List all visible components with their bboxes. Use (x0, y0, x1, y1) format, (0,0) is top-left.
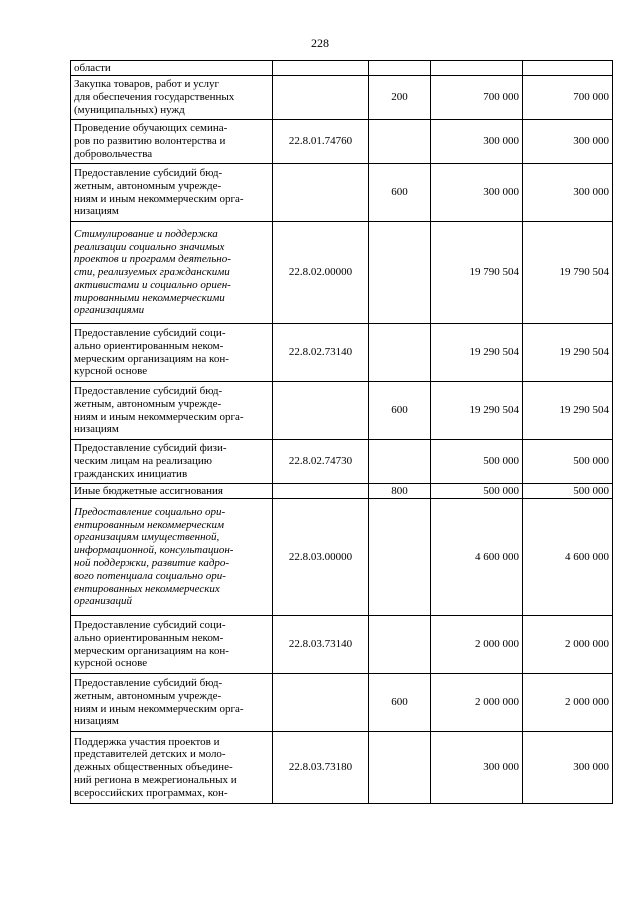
row-code: 22.8.03.73140 (273, 616, 369, 674)
row-name-line: низациям (74, 423, 119, 436)
row-amount-2: 500 000 (523, 484, 613, 499)
row-expense-type (369, 732, 431, 804)
row-name-line: гражданских инициатив (74, 467, 188, 480)
row-amount-1: 4 600 000 (431, 499, 523, 616)
row-amount-2: 300 000 (523, 164, 613, 222)
row-name (71, 164, 273, 222)
row-amount-1 (431, 61, 523, 76)
row-name-line: Предоставление субсидий бюд- (74, 384, 223, 397)
row-amount-2: 19 290 504 (523, 324, 613, 382)
row-amount-1: 19 290 504 (431, 382, 523, 440)
row-expense-type: 800 (369, 484, 431, 499)
row-expense-type (369, 499, 431, 616)
page-number: 228 (311, 36, 329, 50)
row-name (71, 499, 273, 616)
row-name (71, 616, 273, 674)
row-name-line: Предоставление субсидий соци- (74, 618, 226, 631)
row-name-line: Поддержка участия проектов и (74, 735, 220, 748)
row-amount-2: 4 600 000 (523, 499, 613, 616)
row-name (71, 61, 273, 76)
row-name-line: Проведение обучающих семина- (74, 122, 228, 135)
row-code: 22.8.02.00000 (273, 222, 369, 324)
row-amount-2 (523, 61, 613, 76)
row-expense-type (369, 616, 431, 674)
row-code (273, 382, 369, 440)
row-amount-2: 300 000 (523, 732, 613, 804)
row-name-line: мерческим организациям на кон- (74, 644, 229, 657)
row-expense-type (369, 120, 431, 164)
row-code (273, 484, 369, 499)
table-row (71, 484, 613, 499)
row-name-line: жетным, автономным учрежде- (74, 179, 222, 192)
row-amount-1: 300 000 (431, 164, 523, 222)
row-name-line: проектов и программ деятельно- (74, 253, 231, 266)
row-name-line: информационной, консультацион- (74, 544, 234, 557)
row-expense-type: 600 (369, 674, 431, 732)
row-expense-type: 200 (369, 76, 431, 120)
row-name (71, 674, 273, 732)
row-expense-type (369, 61, 431, 76)
row-name-line: ной поддержки, развитие кадро- (74, 557, 230, 569)
table-row (71, 674, 613, 732)
row-name (71, 382, 273, 440)
row-name-line: добровольчества (74, 147, 153, 160)
row-name-line: курсной основе (74, 657, 148, 670)
row-name (71, 222, 273, 324)
row-name-line: Предоставление субсидий бюд- (74, 676, 223, 689)
row-name-line: Закупка товаров, работ и услуг (74, 78, 219, 91)
row-expense-type: 600 (369, 164, 431, 222)
row-name-line: представителей детских и моло- (74, 748, 226, 761)
row-name-line: Предоставление социально ори- (74, 505, 226, 518)
row-name (71, 732, 273, 804)
row-name-line: ниям и иным некоммерческим орга- (74, 192, 244, 205)
row-name-line: Стимулирование и поддержка (74, 227, 218, 240)
row-amount-2: 19 290 504 (523, 382, 613, 440)
row-expense-type (369, 324, 431, 382)
budget-table (70, 60, 613, 804)
table-row (71, 382, 613, 440)
table-row (71, 76, 613, 120)
row-amount-1: 2 000 000 (431, 616, 523, 674)
row-amount-1: 19 290 504 (431, 324, 523, 382)
row-name-line: ниям и иным некоммерческим орга- (74, 410, 244, 423)
row-name-line: вого потенциала социально ори- (74, 569, 226, 582)
row-amount-1: 500 000 (431, 440, 523, 484)
row-amount-1: 700 000 (431, 76, 523, 120)
table-row (71, 61, 613, 76)
row-code (273, 61, 369, 76)
row-amount-2: 300 000 (523, 120, 613, 164)
row-name (71, 76, 273, 120)
row-amount-2: 2 000 000 (523, 674, 613, 732)
row-name-line: жетным, автономным учрежде- (74, 397, 222, 410)
row-code (273, 674, 369, 732)
row-amount-1: 500 000 (431, 484, 523, 499)
row-code: 22.8.03.00000 (273, 499, 369, 616)
row-name-line: реализации социально значимых (74, 240, 225, 253)
row-amount-1: 2 000 000 (431, 674, 523, 732)
row-name-line: активистами и социально ориен- (74, 278, 231, 291)
row-name-line: жетным, автономным учрежде- (74, 689, 222, 702)
row-name (71, 440, 273, 484)
row-name-line: ально ориентированным неком- (74, 631, 224, 644)
row-name-line: ально ориентированным неком- (74, 339, 224, 352)
row-amount-2: 500 000 (523, 440, 613, 484)
row-amount-2: 2 000 000 (523, 616, 613, 674)
row-name-line: дежных общественных объедине- (74, 761, 233, 774)
row-name-line: Предоставление субсидий бюд- (74, 166, 223, 179)
row-name (71, 120, 273, 164)
table-row (71, 440, 613, 484)
row-amount-1: 19 790 504 (431, 222, 523, 324)
row-name-line: организациями (74, 304, 145, 317)
row-name-line: ниям и иным некоммерческим орга- (74, 702, 244, 715)
row-name-line: низациям (74, 715, 119, 728)
row-amount-2: 700 000 (523, 76, 613, 120)
row-code: 22.8.02.74730 (273, 440, 369, 484)
row-code (273, 164, 369, 222)
row-code: 22.8.01.74760 (273, 120, 369, 164)
row-name-line: мерческим организациям на кон- (74, 352, 229, 365)
table-row (71, 732, 613, 804)
row-expense-type (369, 222, 431, 324)
row-name (71, 484, 273, 499)
row-amount-2: 19 790 504 (523, 222, 613, 324)
row-amount-1: 300 000 (431, 732, 523, 804)
row-name-line: организаций (74, 595, 133, 608)
table-row (71, 499, 613, 616)
row-name-line: организациям имущественной, (74, 531, 220, 544)
row-name-line: Иные бюджетные ассигнования (74, 484, 223, 497)
row-code: 22.8.02.73140 (273, 324, 369, 382)
row-name-line: ческим лицам на реализацию (74, 455, 212, 468)
table-row (71, 324, 613, 382)
row-name-line: ентированных некоммерческих (74, 582, 220, 595)
row-name-line: тированными некоммерческими (74, 291, 225, 304)
row-name (71, 324, 273, 382)
row-name-line: (муниципальных) нужд (74, 103, 185, 116)
row-code (273, 76, 369, 120)
row-name-line: для обеспечения государственных (74, 91, 235, 104)
table-row (71, 222, 613, 324)
row-name-line: курсной основе (74, 365, 148, 378)
row-name-line: ентированным некоммерческим (74, 518, 225, 531)
row-name-line: области (74, 61, 111, 74)
table-row (71, 120, 613, 164)
row-name-line: Предоставление субсидий соци- (74, 326, 226, 339)
row-code: 22.8.03.73180 (273, 732, 369, 804)
row-amount-1: 300 000 (431, 120, 523, 164)
row-name-line: Предоставление субсидий физи- (74, 442, 227, 455)
row-name-line: низациям (74, 205, 119, 218)
row-name-line: ров по развитию волонтерства и (74, 135, 226, 148)
row-expense-type: 600 (369, 382, 431, 440)
row-name-line: ний региона в межрегиональных и (74, 773, 237, 786)
table-row (71, 616, 613, 674)
row-expense-type (369, 440, 431, 484)
table-row (71, 164, 613, 222)
row-name-line: сти, реализуемых гражданскими (74, 266, 230, 279)
row-name-line: всероссийских программах, кон- (74, 786, 228, 799)
budget-table-body (71, 61, 613, 804)
